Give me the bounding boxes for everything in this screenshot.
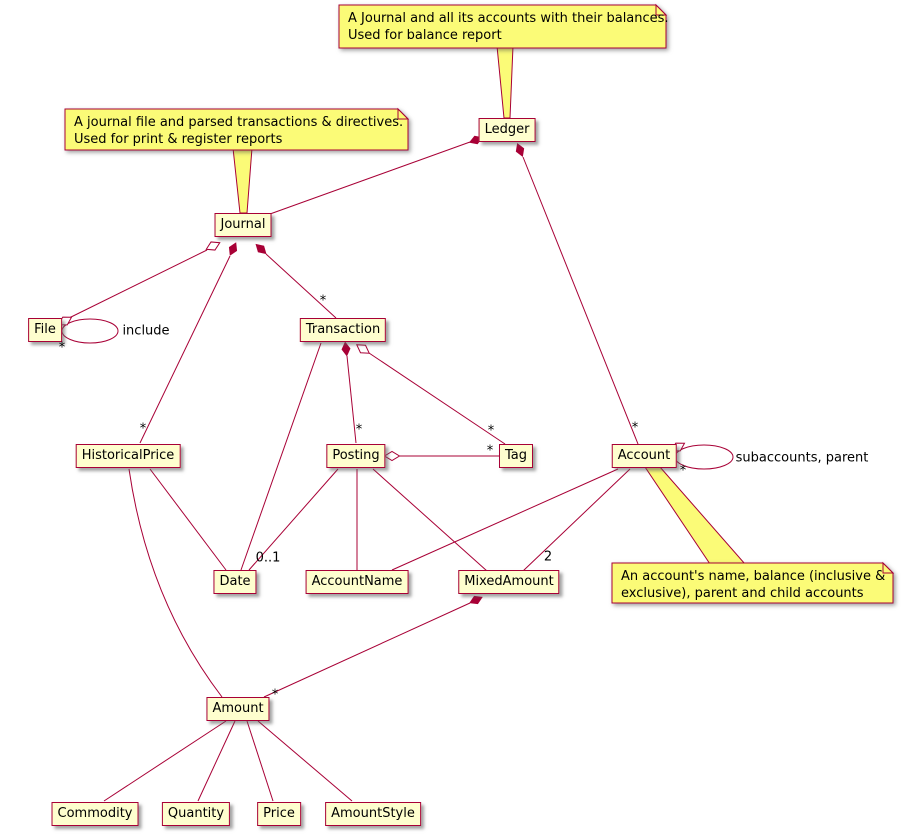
edges <box>62 142 733 801</box>
ledger-note-text <box>348 10 669 44</box>
edge-transaction-date <box>241 343 321 570</box>
account-note-text <box>621 568 885 602</box>
edge-label-include: include <box>122 323 170 339</box>
class-account: Account <box>612 444 677 468</box>
class-tag: Tag <box>499 444 533 468</box>
edge-historicalprice-date <box>150 469 226 570</box>
ledger-note-tail <box>497 46 513 118</box>
aggregation-diamond-journal-file <box>204 239 221 254</box>
multiplicity-posting-tag: * <box>486 443 494 459</box>
journal-note-line-1: A journal file and parsed transactions & directives. <box>74 115 404 130</box>
class-transaction: Transaction <box>300 318 386 342</box>
edge-label-subaccounts-parent: subaccounts, parent <box>735 450 869 466</box>
edge-mixedamount-amount <box>264 603 470 697</box>
edge-account-mixedamount <box>523 469 630 571</box>
multiplicity-posting-date: 0..1 <box>255 550 281 566</box>
class-accountname: AccountName <box>306 570 409 594</box>
account-note-line-2: exclusive), parent and child accounts <box>621 586 864 601</box>
multiplicity-transaction-tag: * <box>487 423 495 439</box>
edge-transaction-posting <box>347 356 356 443</box>
edge-ledger-account <box>523 157 638 444</box>
multiplicity-file-include: * <box>58 340 66 356</box>
class-date: Date <box>213 570 256 594</box>
class-journal: Journal <box>215 213 272 237</box>
edge-journal-ledger <box>270 142 470 214</box>
class-historicalprice: HistoricalPrice <box>76 444 181 468</box>
edge-account-accountname <box>392 469 618 570</box>
class-commodity: Commodity <box>52 802 139 826</box>
edge-file-include-loop <box>62 319 118 343</box>
edge-amount-commodity <box>104 721 226 801</box>
journal-note-line-2: Used for print & register reports <box>74 132 283 147</box>
journal-note-text <box>74 114 403 148</box>
multiplicity-journal-transaction: * <box>319 293 327 309</box>
composition-diamond-transaction-posting <box>341 341 352 357</box>
class-file: File <box>28 318 62 342</box>
class-price: Price <box>257 802 301 826</box>
journal-note-tail <box>233 148 252 213</box>
multiplicity-ledger-account: * <box>631 420 639 436</box>
composition-diamond-journal-historicalprice <box>226 240 240 257</box>
class-amountstyle: AmountStyle <box>325 802 421 826</box>
edge-journal-historicalprice <box>140 256 230 443</box>
edge-transaction-tag <box>369 353 505 444</box>
ledger-note-line-1: A Journal and all its accounts with their balances. <box>348 11 669 26</box>
note-bodies <box>65 5 893 603</box>
relationship-diamonds <box>56 133 686 607</box>
class-quantity: Quantity <box>162 802 230 826</box>
ledger-note-line-2: Used for balance report <box>348 28 502 43</box>
multiplicity-account-subaccounts: * <box>679 463 687 479</box>
class-mixedamount: MixedAmount <box>458 570 559 594</box>
multiplicity-journal-historicalprice: * <box>139 421 147 437</box>
edge-amount-price <box>247 721 273 801</box>
class-ledger: Ledger <box>479 118 536 142</box>
multiplicity-mixedamount-amount: * <box>271 687 279 703</box>
aggregation-diamond-transaction-tag <box>354 341 371 357</box>
multiplicity-transaction-posting: * <box>355 422 363 438</box>
composition-diamond-mixedamount-amount <box>467 593 484 607</box>
edge-journal-file <box>67 250 207 319</box>
account-note-line-1: An account's name, balance (inclusive & <box>621 569 886 584</box>
edge-amount-amountstyle <box>258 721 352 801</box>
aggregation-diamond-posting-tag <box>385 452 400 461</box>
class-posting: Posting <box>326 444 385 468</box>
composition-diamond-ledger-account <box>513 141 527 158</box>
account-note-tail <box>645 467 745 564</box>
edge-posting-mixedamount <box>373 469 487 571</box>
multiplicity-account-mixedamount: 2 <box>543 549 553 565</box>
edge-amount-quantity <box>198 721 235 801</box>
class-amount: Amount <box>206 697 269 721</box>
